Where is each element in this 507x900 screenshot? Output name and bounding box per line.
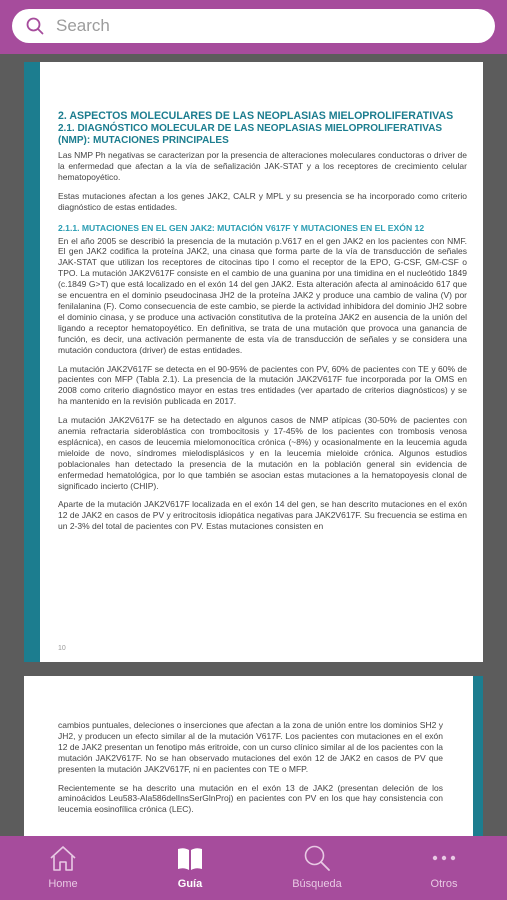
paragraph: La mutación JAK2V617F se detecta en el 90-95% de pacientes con PV, 60% de pacientes con TE y 60% de pacientes con MFP (Tabla 2.1). La presencia de la mutación JAK2V617F fue incorporada por la OMS en 2008 como criterio diagnóstico mayor en estas tres entidades (ver apartado de criterios diagnósticos) y se ha mantenido en la revisión publicada en 2017. <box>58 363 467 407</box>
bottom-tab-bar <box>0 836 507 900</box>
tab-label: Otros <box>430 878 458 890</box>
subsection-heading: 2.1. DIAGNÓSTICO MOLECULAR DE LAS NEOPLASIAS MIELOPROLIFERATIVAS (NMP): MUTACIONES PRINCIPALES <box>58 123 443 146</box>
document-page[interactable] <box>24 62 483 662</box>
search-icon <box>302 843 332 873</box>
paragraph: En el año 2005 se describió la presencia de la mutación p.V617 en el gen JAK2 en los pacientes con NMF. El gen JAK2 codifica la proteína JAK2, una cinasa que forma parte de la vía de transducción de señales JAK-STAT que utilizan los receptores de citocinas tipo I como el receptor de la EPO, G-CSF, GM-CSF o TPO. La mutación JAK2V617F consiste en el cambio de una guanina por una timidina en el nucleótido 1849 (c.1849 G>T) que está localizado en el exón 14 del gen JAK2. Esta alteración afecta al aminoácido 617 que se encuentra en el dominio pseudocinasa JH2 de la proteína JAK2 y produce una cambio de valina (V) por fenilalanina (F). Como consecuencia de este cambio, se pierde la actividad inhibidora del dominio JH2 sobre el dominio cinasa, y se produce una activación constitutiva de la proteína JAK2 en ausencia de la unión del ligando a receptor hematopoyético. En definitiva, se trata de una mutación que provoca una ganancia de función, es decir, una activación permanente de esta vía de transducción de señales y se considera una mutación conductora (driver) de estas entidades. <box>58 235 467 355</box>
tab-home[interactable] <box>13 836 113 900</box>
search-bar[interactable] <box>12 9 495 43</box>
document-page[interactable] <box>24 676 483 856</box>
page-content <box>58 720 443 823</box>
paragraph: Recientemente se ha descrito una mutación en el exón 13 de JAK2 (presentan deleción de los aminoácidos Leu583-Ala586delInsSerGlnProj) en pacientes con PV en los que hay consistencia con leucemia eosinofílica crónica (LEC). <box>58 782 443 815</box>
tab-otros[interactable] <box>394 836 494 900</box>
tab-label: Home <box>48 878 78 890</box>
more-icon <box>429 843 459 873</box>
page-accent-stripe <box>473 676 483 856</box>
search-input[interactable] <box>56 9 476 43</box>
tab-label: Búsqueda <box>292 878 342 890</box>
home-icon <box>48 843 78 873</box>
paragraph: Estas mutaciones afectan a los genes JAK2, CALR y MPL y su presencia se ha incorporado como criterio diagnóstico de estas entidades. <box>58 190 467 212</box>
page-accent-stripe <box>24 62 40 662</box>
paragraph: Las NMP Ph negativas se caracterizan por la presencia de alteraciones moleculares conductoras o driver de la enfermedad que afectan a la vía de señalización JAK-STAT y a los receptores de crecimiento celular hematopoyético. <box>58 150 467 182</box>
tab-busqueda[interactable] <box>267 836 367 900</box>
tab-guia[interactable] <box>140 836 240 900</box>
page-content <box>58 110 467 540</box>
section-heading: 2. ASPECTOS MOLECULARES DE LAS NEOPLASIAS MIELOPROLIFERATIVAS <box>58 110 454 122</box>
search-icon <box>26 17 44 35</box>
tab-label: Guía <box>177 878 203 890</box>
book-icon <box>175 843 205 873</box>
subsubsection-heading: 2.1.1. MUTACIONES EN EL GEN JAK2: MUTACIÓN V617F Y MUTACIONES EN EL EXÓN 12 <box>58 222 425 233</box>
paragraph: cambios puntuales, deleciones o inserciones que afectan a la zona de unión entre los dominios SH2 y JH2, y producen un efecto similar al de la mutación V617F. Los pacientes con mutaciones en el exón 12 de JAK2 presentan un fenotipo más eritroide, con un curso clínico similar al de los pacientes con la mutación JAK2V617F. No se han observado mutaciones del exón 12 de JAK2 en casos de PV que presenten la mutación JAK2V617F, ni en pacientes con TE o MFP. <box>58 720 443 774</box>
paragraph: La mutación JAK2V617F se ha detectado en algunos casos de NMP atípicas (30-50% de pacientes con anemia refractaria sideroblástica con trombocitosis y 17-45% de los pacientes con trombosis venosa esplácnica), en casos de leucemia mielomonocítica crónica (~8%) y ocasionalmente en la leucemia aguda mieloide de novo, síndromes mielodisplásicos y en la leucemia mieloide crónica. Algunos estudios poblacionales han detectado la presencia de la mutación en la población general sin evidencia de enfermedad hematológica, por lo que también se asocian estas mutaciones a la hematopoyesis clonal de significado incierto (CHIP). <box>58 415 467 491</box>
top-bar <box>0 0 507 54</box>
paragraph: Aparte de la mutación JAK2V617F localizada en el exón 14 del gen, se han descrito mutaciones en el exón 12 de JAK2 en casos de PV y eritrocitosis idiopática negativas para JAK2V617F. Su frecuencia se estima en un 2-3% del total de pacientes con PV. Estas mutaciones consisten en <box>58 499 467 532</box>
page-number: 10 <box>58 645 66 652</box>
